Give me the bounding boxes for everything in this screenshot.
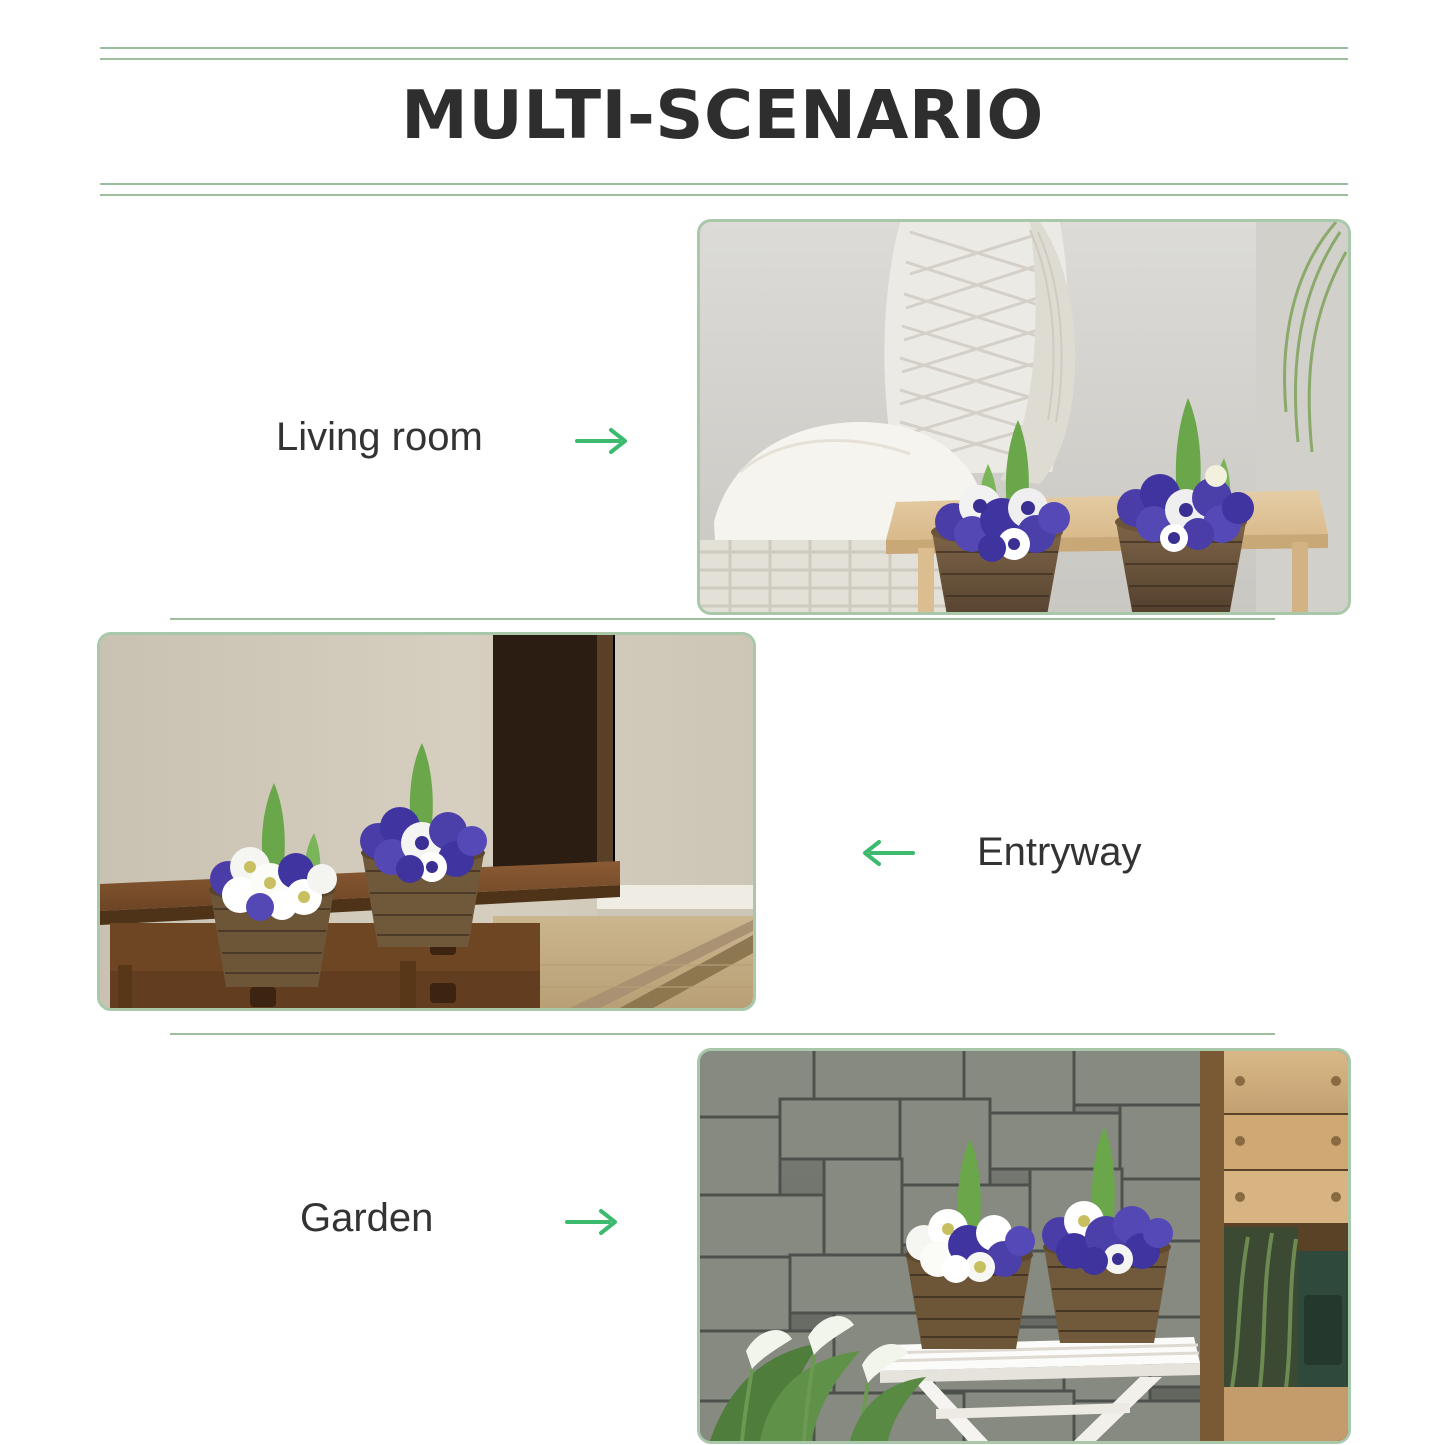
- arrow-left-icon: [855, 836, 915, 870]
- page-title: MULTI-SCENARIO: [401, 76, 1044, 154]
- entryway-scene: [100, 635, 753, 1008]
- header-divider-bottom-1: [100, 183, 1348, 185]
- scenario-photo-living-room: [697, 219, 1351, 615]
- scenario-label-garden: Garden: [300, 1196, 434, 1240]
- header-divider-top-2: [100, 58, 1348, 60]
- row-divider-2: [170, 1033, 1275, 1035]
- header-divider-top-1: [100, 47, 1348, 49]
- page-header: [0, 0, 1445, 205]
- header-divider-bottom-2: [100, 194, 1348, 196]
- scenario-label-entryway: Entryway: [977, 830, 1142, 874]
- row-divider-1: [170, 618, 1275, 620]
- scenario-label-living-room: Living room: [276, 415, 483, 459]
- living-room-scene: [700, 222, 1348, 612]
- garden-scene: [700, 1051, 1348, 1441]
- arrow-right-icon: [575, 424, 635, 458]
- scenario-photo-garden: [697, 1048, 1351, 1444]
- scenario-photo-entryway: [97, 632, 756, 1011]
- arrow-right-icon: [565, 1205, 625, 1239]
